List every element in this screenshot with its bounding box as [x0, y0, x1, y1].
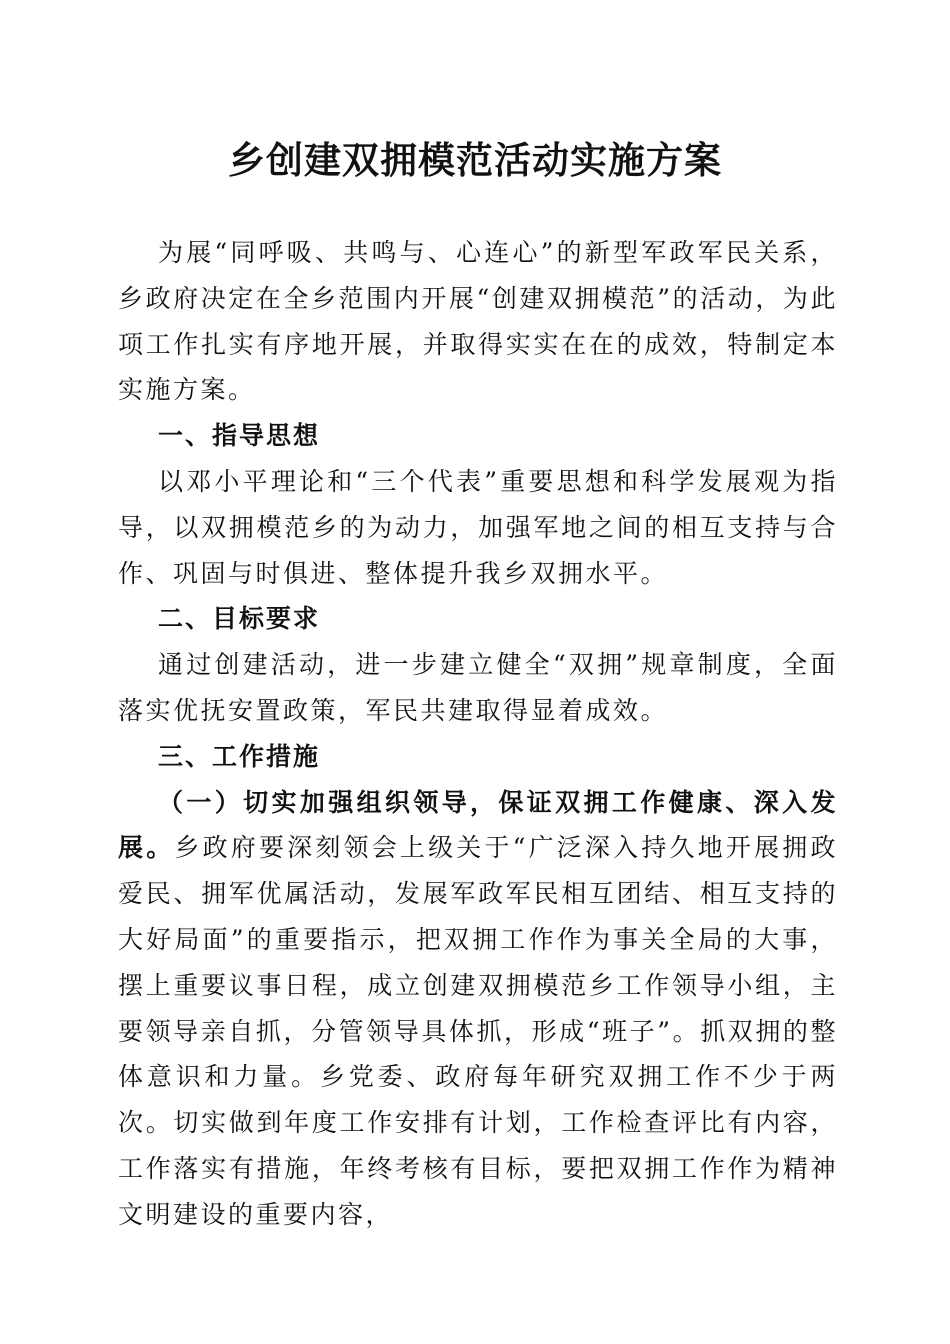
document-body	[118, 230, 838, 1238]
document-title: 乡创建双拥模范活动实施方案	[228, 139, 722, 182]
section-heading-goals: 二、目标要求	[158, 604, 321, 634]
section-heading-measures: 三、工作措施	[158, 741, 321, 771]
subitem-lead: （一）切实加强组织领导，保证双拥工作健康、深入发展。	[118, 787, 838, 863]
section-paragraph-guiding-ideology: 以邓小平理论和“三个代表”重要思想和科学发展观为指导，以双拥模范乡的为动力，加强军地之间的相互支持与合作、巩固与时俱进、整体提升我乡双拥水平。	[118, 466, 838, 588]
intro-paragraph: 为展“同呼吸、共鸣与、心连心”的新型军政军民关系，乡政府决定在全乡范围内开展“创建双拥模范”的活动，为此项工作扎实有序地开展，并取得实实在在的成效，特制定本实施方案。	[118, 238, 838, 405]
section-paragraph-measures	[118, 780, 838, 1238]
section-heading-guiding-ideology: 一、指导思想	[158, 421, 321, 451]
section-paragraph-goals: 通过创建活动，进一步建立健全“双拥”规章制度，全面落实优抚安置政策，军民共建取得显着成效。	[118, 650, 838, 725]
subitem-text: 乡政府要深刻领会上级关于“广泛深入持久地开展拥政爱民、拥军优属活动，发展军政军民相互团结、相互支持的大好局面”的重要指示，把双拥工作作为事关全局的大事，摆上重要议事日程，成立创建双拥模范乡工作领导小组，主要领导亲自抓，分管领导具体抓，形成“班子”。抓双拥的整体意识和力量。乡党委、政府每年研究双拥工作不少于两次。切实做到年度工作安排有计划，工作检查评比有内容，工作落实有措施，年终考核有目标，要把双拥工作作为精神文明建设的重要内容，	[118, 833, 838, 1229]
